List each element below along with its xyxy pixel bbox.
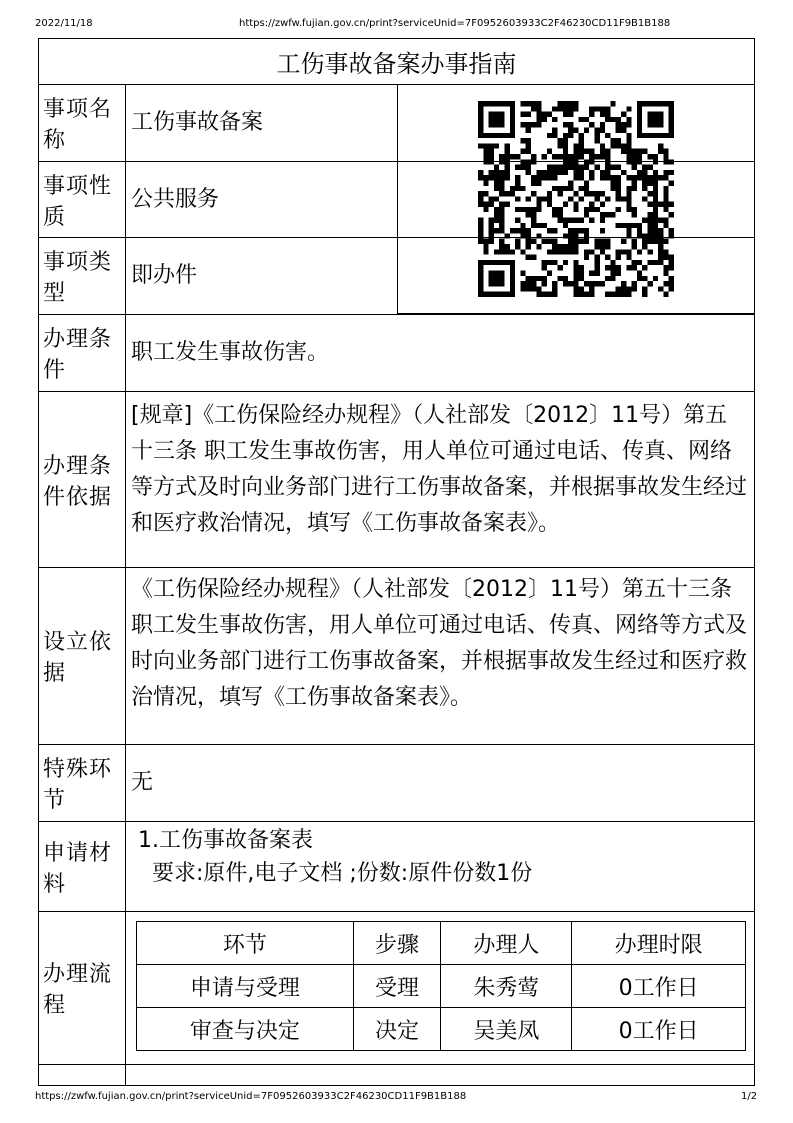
- label-materials: 申请材料: [39, 822, 126, 911]
- value-item-nature: 公共服务: [131, 186, 220, 212]
- row-condition-basis: [39, 392, 754, 568]
- cell-handler: 吴美凤: [441, 1008, 572, 1051]
- label-process: 办理流程: [39, 912, 126, 1064]
- print-date: 2022/11/18: [35, 18, 93, 29]
- label-continued: [39, 1065, 126, 1086]
- cell-time-limit: 0工作日: [572, 965, 746, 1008]
- label-item-type: 事项类型: [39, 238, 126, 314]
- table-row: [137, 965, 746, 1008]
- row-conditions: [39, 315, 754, 392]
- row-establish-basis: [39, 568, 754, 745]
- qr-code-icon: [478, 101, 674, 297]
- value-conditions: 职工发生事故伤害。: [131, 340, 330, 365]
- page-number: 1/2: [741, 1091, 758, 1102]
- label-special: 特殊环节: [39, 745, 126, 821]
- label-item-name: 事项名称: [39, 85, 126, 161]
- qr-code-cell: [397, 85, 754, 314]
- value-establish-basis: 《工伤保险经办规程》（人社部发〔2012〕11号）第五十三条 职工发生事故伤害，用人单位可通过电话、传真、网络等方式及时向业务部门进行工伤事故备案，并根据事故发生经过和医疗救治情况，填写《工伤事故备案表》。: [131, 577, 748, 710]
- label-condition-basis: 办理条件依据: [39, 392, 126, 567]
- cell-stage: 审查与决定: [137, 1008, 354, 1051]
- table-row: [137, 1008, 746, 1051]
- cell-stage: 申请与受理: [137, 965, 354, 1008]
- header-time-limit: 办理时限: [572, 922, 746, 965]
- row-special: [39, 745, 754, 822]
- print-header-url: https://zwfw.fujian.gov.cn/print?serviceUnid=7F0952603933C2F46230CD11F9B1B188: [239, 18, 671, 29]
- cell-time-limit: 0工作日: [572, 1008, 746, 1051]
- row-materials: [39, 822, 754, 912]
- cell-step: 受理: [353, 965, 441, 1008]
- material-item: 1.工伤事故备案表: [138, 828, 313, 853]
- label-establish-basis: 设立依据: [39, 568, 126, 744]
- print-footer-url: https://zwfw.fujian.gov.cn/print?serviceUnid=7F0952603933C2F46230CD11F9B1B188: [35, 1091, 467, 1102]
- document-title: 工伤事故备案办事指南: [39, 39, 754, 85]
- value-special: 无: [131, 770, 154, 795]
- cell-handler: 朱秀莺: [441, 965, 572, 1008]
- label-item-nature: 事项性质: [39, 162, 126, 237]
- value-item-type: 即办件: [131, 263, 198, 288]
- row-continued: [39, 1065, 754, 1086]
- service-guide-table: [38, 38, 755, 1086]
- header-stage: 环节: [137, 922, 354, 965]
- label-conditions: 办理条件: [39, 315, 126, 391]
- material-requirement: 要求:原件,电子文档 ;份数:原件份数1份: [152, 861, 533, 886]
- cell-step: 决定: [353, 1008, 441, 1051]
- row-process: [39, 912, 754, 1065]
- value-materials: [126, 822, 754, 911]
- value-condition-basis: [规章]《工伤保险经办规程》（人社部发〔2012〕11号）第五十三条 职工发生事故伤害，用人单位可通过电话、传真、网络等方式及时向业务部门进行工伤事故备案，并根据事故发生经过和医疗救治情况，填写《工伤事故备案表》。: [131, 403, 748, 536]
- value-item-name: 工伤事故备案: [131, 110, 264, 135]
- header-step: 步骤: [353, 922, 441, 965]
- header-handler: 办理人: [441, 922, 572, 965]
- process-table: [136, 921, 746, 1051]
- process-header-row: [137, 922, 746, 965]
